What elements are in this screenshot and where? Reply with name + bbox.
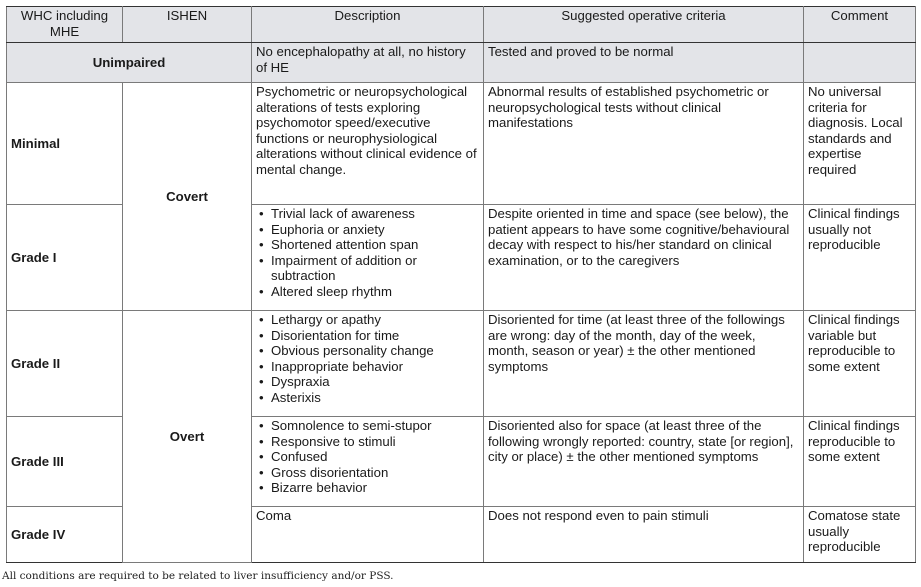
list-item: • Euphoria or anxiety [259,221,385,237]
list-item: • Asterixis [259,389,321,405]
table-footnote: All conditions are required to be related to liver insufficiency and/or PSS. [2,570,394,582]
minimal-description: Psychometric or neuropsychological alterations of tests exploring psychomotor speed/executive functions or neurophysiological alterations without clinical evidence of mental change. [252,83,484,205]
list-item: • Trivial lack of awareness [259,206,415,221]
table-row-grade-2 [7,311,916,417]
unimpaired-comment [804,43,916,83]
list-item: • Altered sleep rhythm [259,283,392,299]
list-item: • Inappropriate behavior [259,358,403,374]
header-row [7,7,916,43]
list-item: • Responsive to stimuli [259,433,396,449]
grade-minimal: Minimal [7,83,123,205]
grade-3: Grade III [7,417,123,507]
he-grading-table [6,6,916,563]
list-item: • Obvious personality change [259,343,434,359]
minimal-comment: No universal criteria for diagnosis. Local standards and expertise required [804,83,916,205]
grade-3-criteria: Disoriented also for space (at least three of the following wrongly reported: country, state [or region], city or place) ± the other mentioned symptoms [484,417,804,507]
grade-4: Grade IV [7,507,123,563]
list-item: • Disorientation for time [259,327,400,343]
list-item: • Lethargy or apathy [259,312,381,327]
grade-4-description: Coma [252,507,484,563]
grade-2-comment: Clinical findings variable but reproducible to some extent [804,311,916,417]
grade-2-criteria: Disoriented for time (at least three of the followings are wrong: day of the month, day of the week, month, season or year) ± the other mentioned symptoms [484,311,804,417]
header-comment: Comment [804,7,916,43]
grade-1: Grade I [7,205,123,311]
table-row-unimpaired [7,43,916,83]
header-description: Description [252,7,484,43]
list-item: • Somnolence to semi-stupor [259,418,432,433]
unimpaired-description: No encephalopathy at all, no history of HE [252,43,484,83]
unimpaired-label: Unimpaired [7,43,252,83]
grade-3-comment: Clinical findings reproducible to some extent [804,417,916,507]
header-ishen: ISHEN [123,7,252,43]
header-whc: WHC including MHE [7,7,123,43]
ishen-covert: Covert [123,83,252,311]
grade-2-bullets [256,312,479,406]
grade-3-description [252,417,484,507]
list-item: • Gross disorientation [259,464,389,480]
grade-2: Grade II [7,311,123,417]
list-item: • Shortened attention span [259,237,419,253]
unimpaired-criteria: Tested and proved to be normal [484,43,804,83]
list-item: • Impairment of addition or subtraction [259,252,417,284]
ishen-overt: Overt [123,311,252,563]
minimal-criteria: Abnormal results of established psychometric or neuropsychological tests without clinical manifestations [484,83,804,205]
grade-1-comment: Clinical findings usually not reproducible [804,205,916,311]
grade-3-bullets [256,418,479,496]
list-item: • Bizarre behavior [259,480,368,496]
grade-4-comment: Comatose state usually reproducible [804,507,916,563]
grade-4-criteria: Does not respond even to pain stimuli [484,507,804,563]
list-item: • Dyspraxia [259,374,330,390]
list-item: • Confused [259,449,328,465]
table-row-minimal [7,83,916,205]
grade-1-bullets [256,206,479,300]
grade-1-description [252,205,484,311]
grade-1-criteria: Despite oriented in time and space (see below), the patient appears to have some cognitive/behavioural decay with respect to his/her standard on clinical examination, or to the caregivers [484,205,804,311]
grade-2-description [252,311,484,417]
header-criteria: Suggested operative criteria [484,7,804,43]
